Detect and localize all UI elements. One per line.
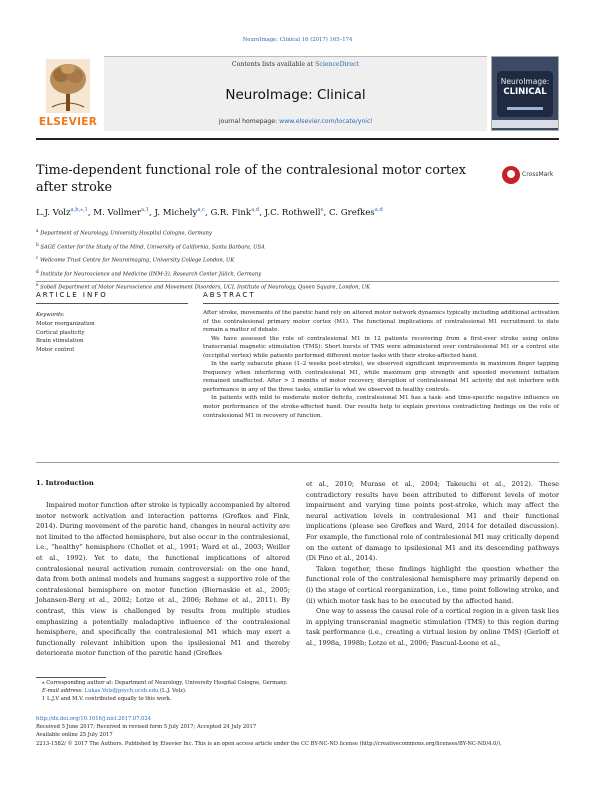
keyword-item: Cortical plasticity (36, 329, 85, 336)
affiliation-key: c (36, 255, 39, 261)
email-label: E-mail address: (42, 687, 83, 694)
crossmark-label: CrossMark (522, 171, 554, 178)
abstract-paragraph: In patients with mild to moderate motor deficits, contralesional M1 has a task- and time-specific negative influence on motor performance of the stroke-affected hand. Our results help to explain previous contradicting findings on the role of contralesional M1 in recovery of function. (203, 395, 559, 419)
homepage-link[interactable]: www.elsevier.com/locate/ynicl (279, 118, 373, 125)
footnote-rule (36, 677, 106, 678)
body-column-right (306, 479, 559, 649)
author-affiliation-marker[interactable]: e (320, 207, 324, 213)
affiliation-text: Wellcome Trust Centre for Neuroimaging, University College London, UK (40, 257, 235, 264)
journal-title: NeuroImage: Clinical (225, 87, 366, 103)
affiliation-text: Department of Neurology, University Hospital Cologne, Germany (40, 230, 212, 237)
doi-link[interactable]: http://dx.doi.org/10.1016/j.nicl.2017.07.024 (36, 716, 152, 722)
author-affiliation-marker[interactable]: a,d (251, 207, 260, 213)
contents-prefix: Contents lists available at (231, 61, 316, 68)
keywords-list (36, 320, 95, 355)
affiliation-text: Institute for Neuroscience and Medicine (INM-3), Research Center Jülich, Germany (40, 271, 262, 278)
body-paragraph: Taken together, these findings highlight the question whether the functional role of the contralesional hemisphere may primarily depend on (i) the stage of cortical reorganization, i.e., time point following stroke, and (ii) which motor task has to be executed by the affected hand. (306, 564, 559, 605)
article-title: Time-dependent functional role of the contralesional motor cortex after stroke (36, 163, 466, 195)
footnotes (36, 680, 559, 703)
abstract-rule (203, 303, 559, 304)
author-affiliation-marker[interactable]: a,c (197, 207, 205, 213)
author-name[interactable]: J.C. Rothwell (264, 207, 321, 218)
author-affiliation-marker[interactable]: a,d (374, 207, 383, 213)
cover-panel (497, 71, 553, 117)
crossmark-badge[interactable] (502, 166, 556, 186)
keyword-item: Motor reorganization (36, 321, 95, 327)
abstract-heading: ABSTRACT (203, 291, 256, 299)
keywords-label: Keywords: (36, 312, 65, 318)
article-info-rule (36, 303, 188, 304)
cover-title-line-1: NeuroImage: (500, 77, 550, 86)
license-statement: 2213-1582/ © 2017 The Authors. Published by Elsevier Inc. This is an open access article under the CC BY-NC-ND license (http://creativecommons.org/licenses/BY-NC-ND/4.0/). (36, 740, 502, 747)
section-heading-introduction: 1. Introduction (36, 479, 94, 487)
footnote-email (36, 688, 559, 696)
masthead (36, 56, 559, 131)
cover-bar (507, 107, 543, 110)
affiliation-text: SAGE Center for the Study of the Mind, University of California, Santa Barbara, USA (40, 244, 265, 251)
crossmark-icon (502, 166, 520, 184)
sciencedirect-link[interactable]: ScienceDirect (315, 61, 360, 68)
journal-cover-thumbnail[interactable] (491, 56, 559, 131)
author-affiliation-marker[interactable]: a,1 (140, 207, 150, 213)
abstract-paragraph: After stroke, movements of the paretic hand rely on altered motor network dynamics typically including additional activation of the contralesional primary motor cortex (M1). The functional implications of contralesional M1 recruitment to date remain a matter of debate. (203, 310, 559, 334)
body-paragraph: One way to assess the causal role of a cortical region in a given task lies in applying transcranial magnetic stimulation (TMS) to this region during task performance (i.e., creating a virtual lesion by online TMS) (Gerloff et al., 1998a, 1998b; Lotze et al., 2006; Pascual-Leone et al., (306, 607, 559, 647)
masthead-divider (36, 138, 559, 140)
available-online: Available online 25 July 2017 (36, 732, 113, 739)
author-name[interactable]: C. Grefkes (329, 207, 375, 218)
author-name[interactable]: J. Michely (154, 207, 198, 218)
article-info-heading: ARTICLE INFO (36, 291, 108, 299)
author-name[interactable]: L.J. Volz (36, 207, 71, 218)
affiliation-list (36, 226, 559, 294)
footnote-corresponding: ⁎ Corresponding author at: Department of Neurology, University Hospital Cologne, Germany. (42, 680, 288, 686)
affiliation-key: a (36, 228, 39, 233)
cover-title-line-2: CLINICAL (503, 87, 547, 97)
email-link[interactable]: Lukas.Volz@psych.ucsb.edu (84, 687, 159, 694)
author-affiliation-marker[interactable]: a,b,⁎,1 (70, 207, 88, 213)
author-name[interactable]: G.R. Fink (210, 207, 252, 218)
affiliation-text: Sobell Department of Motor Neuroscience and Movement Disorders, UCL Institute of Neurology, Queen Square, London, UK (40, 284, 371, 291)
affiliation-key: e (36, 282, 39, 288)
body-column-left (36, 500, 290, 659)
journal-header-box (104, 56, 487, 131)
body-paragraph: Impaired motor function after stroke is typically accompanied by altered motor network activation and interaction patterns (Grefkes and Fink, 2014). During movement of the paretic hand, changes in neural activity are not limited to the affected hemisphere, but also occur in the contralesional, i.e., “healthy” hemisphere (Chollet et al., 1991; Ward et al., 2003; Weiller et al., 1992). Yet to date, the functional implications of altered contralesional neural activation remain controversial: on the one hand, data from both animal models and humans suggest a supportive role of the contralesional hemisphere on motor function (Biernaskie et al., 2005; Johansen-Berg et al., 2002; Lotze et al., 2006; Rehme et al., 2011). By contrast, this view is challenged by results from multiple studies emphasizing a potentially maladaptive influence of the contralesional hemisphere, and specifically the contralesional M1 which may exert a functionally relevant inhibition upon the ipsilesional M1 and thereby deteriorate motor function of the paretic hand (Grefkes (36, 501, 290, 658)
abstract-paragraph: We have assessed the role of contralesional M1 in 12 patients recovering from a first-ever stroke using online transcranial magnetic stimulation (TMS): Short bursts of TMS were administered over contralesional M1 or a control site (occipital vertex) while patients performed different motor tasks with their stroke-affected hand. (203, 335, 559, 359)
affiliation-item (36, 280, 559, 294)
affiliation-item (36, 226, 559, 240)
abstract-body (203, 309, 559, 420)
cover-footer-strip (492, 120, 558, 128)
elsevier-tree-icon (46, 59, 90, 113)
author-list: L.J. Volz$^{a,b,⁎,1}$, M. Vollmer$^{a,1}$, J. Michely$^{a,c}$, G.R. Fink$^{a,d}$, J.C. Rothwell$^e$, C. Grefkes$^{a,d}$ (36, 207, 383, 218)
elsevier-wordmark: ELSEVIER (38, 116, 98, 128)
received-dates: Received 5 June 2017; Received in revised form 5 July 2017; Accepted 24 July 2017 (36, 724, 257, 731)
keyword-item: Motor control (36, 347, 74, 354)
affiliation-item (36, 267, 559, 281)
abstract-paragraph: In the early subacute phase (1–2 weeks post-stroke), we observed significant improvements in maximum finger tapping frequency when interfering with contralesional M1, while maximum grip strength and speeded movement initiation remained unaffected. After > 3 months of motor recovery, disruption of contralesional M1 activity did not interfere with performance in any of the three tasks, similar to what we observed in healthy controls. (203, 361, 559, 393)
author-name[interactable]: M. Vollmer (93, 207, 141, 218)
journal-reference[interactable]: NeuroImage: Clinical 16 (2017) 165–174 (242, 37, 353, 43)
keyword-item: Brain stimulation (36, 338, 84, 345)
homepage-prefix: journal homepage: (218, 118, 280, 125)
email-suffix: (L.J. Volz). (158, 687, 187, 694)
abstract-bottom-divider (36, 462, 559, 463)
elsevier-logo[interactable] (36, 56, 100, 131)
affiliation-item (36, 253, 559, 267)
footnote-equal-contribution: 1 L.J.V and M.V. contributed equally to this work. (42, 695, 172, 702)
article-metadata (36, 715, 559, 748)
affiliation-key: b (36, 241, 39, 247)
body-paragraph: et al., 2010; Murase et al., 2004; Takeuchi et al., 2012). These contradictory results have been attributed to different levels of motor impairment and varying time points post-stroke, which may affect the neural activation levels in contralesional M1 and their functional implications (please see Grefkes and Ward, 2014 for detailed discussion). For example, the functional role of contralesional M1 may critically depend on the extent of damage to ipsilesional M1 and its descending pathways (Di Pino et al., 2014). (306, 480, 559, 563)
affiliation-item (36, 240, 559, 254)
affiliation-divider (36, 281, 559, 282)
journal-homepage (104, 118, 487, 125)
contents-line (104, 61, 487, 68)
affiliation-key: d (36, 268, 39, 274)
